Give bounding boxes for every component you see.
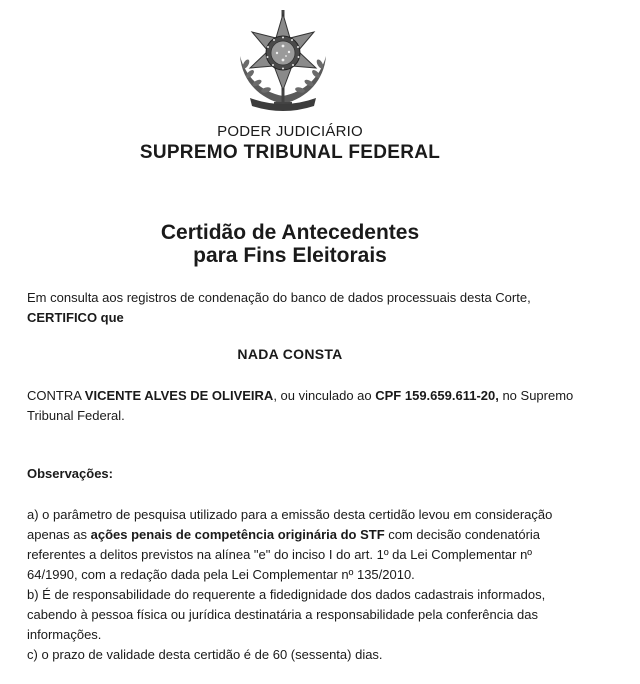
certifico-label: CERTIFICO que: [27, 310, 124, 325]
observations-list: [27, 505, 553, 665]
observation-a-post: com decisão condenatória: [384, 527, 541, 542]
subject-line-1: [27, 386, 574, 406]
observation-c-line-1: c) o prazo de validade desta certidão é de 60 (sessenta) dias.: [27, 647, 383, 662]
document-title-line-2: para Fins Eleitorais: [193, 244, 387, 267]
subject-cpf: CPF 159.659.611-20,: [375, 388, 499, 403]
observation-b-line-2: cabendo à pessoa física ou jurídica destinatária a responsabilidade pela conferência das: [27, 607, 538, 622]
result-status: NADA CONSTA: [237, 346, 343, 362]
org-title: SUPREMO TRIBUNAL FEDERAL: [139, 142, 441, 163]
observation-a-bold: ações penais de competência originária do STF: [90, 527, 385, 542]
document-title: [0, 221, 580, 267]
observation-a-line-4: 64/1990, com a redação dada pela Lei Complementar nº 135/2010.: [27, 567, 415, 582]
subject-suffix-1: no Supremo: [498, 388, 574, 403]
observation-b-line-1: b) É de responsabilidade do requerente a fidedignidade dos dados cadastrais informados,: [27, 587, 546, 602]
intro-text: Em consulta aos registros de condenação do banco de dados processuais desta Corte,: [27, 290, 531, 305]
observation-a-line-2: [27, 525, 553, 545]
observation-a-line-1: a) o parâmetro de pesquisa utilizado para a emissão desta certidão levou em consideração: [27, 507, 553, 522]
observation-a-line-3: referentes a delitos previstos na alínea "e" do inciso I do art. 1º da Lei Complementar nº: [27, 547, 533, 562]
subject-mid: , ou vinculado ao: [273, 388, 372, 403]
document-title-line-1: Certidão de Antecedentes: [160, 221, 420, 244]
subject-suffix-2: Tribunal Federal.: [27, 408, 125, 423]
brazil-coat-of-arms-icon: [228, 6, 338, 118]
observations-heading: Observações:: [27, 466, 113, 481]
subject-paragraph: [27, 386, 574, 426]
subject-prefix: CONTRA: [27, 388, 82, 403]
intro-paragraph: [27, 288, 553, 328]
observation-b-line-3: informações.: [27, 627, 102, 642]
observation-a-pre: apenas as: [27, 527, 91, 542]
subject-name: VICENTE ALVES DE OLIVEIRA: [84, 388, 274, 403]
org-subtitle: PODER JUDICIÁRIO: [217, 123, 363, 140]
